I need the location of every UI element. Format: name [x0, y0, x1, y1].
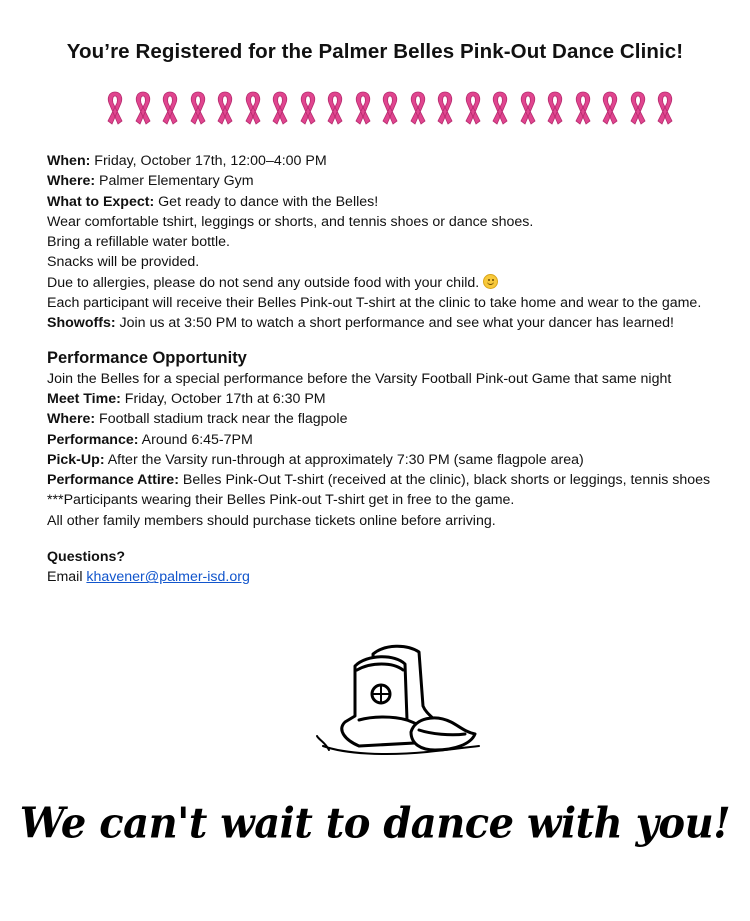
pink-ribbon-icon — [214, 90, 236, 132]
pink-ribbon-icon — [132, 90, 154, 132]
performance-heading: Performance Opportunity — [47, 348, 247, 367]
performance-time-line: Performance: Around 6:45-7PM — [47, 431, 253, 448]
expect-line: What to Expect: Get ready to dance with the Belles! — [47, 193, 379, 210]
questions-heading: Questions? — [47, 549, 126, 566]
pink-ribbon-icon — [242, 90, 264, 132]
pink-ribbon-icon — [297, 90, 319, 132]
pink-ribbon-icon — [599, 90, 621, 132]
pink-ribbon-icon — [104, 90, 126, 132]
pink-ribbon-icon — [544, 90, 566, 132]
showoffs-line: Showoffs: Join us at 3:50 PM to watch a short performance and see what your dancer has learned! — [47, 315, 674, 332]
performance-where-line: Where: Football stadium track near the flagpole — [47, 411, 348, 428]
pink-ribbon-icon — [517, 90, 539, 132]
document-body — [47, 151, 737, 588]
wear-line: Wear comfortable tshirt, leggings or shorts, and tennis shoes or dance shoes. — [47, 213, 534, 230]
pink-ribbon-icon — [269, 90, 291, 132]
pink-ribbon-icon — [654, 90, 676, 132]
pink-ribbon-icon — [434, 90, 456, 132]
when-line: When: Friday, October 17th, 12:00–4:00 PM — [47, 153, 327, 169]
where-line: Where: Palmer Elementary Gym — [47, 173, 254, 190]
page-title: You’re Registered for the Palmer Belles Pink-Out Dance Clinic! — [66, 40, 684, 63]
ribbon-banner — [104, 90, 676, 132]
pickup-line: Pick-Up: After the Varsity run-through at approximately 7:30 PM (same flagpole area) — [47, 451, 584, 468]
pink-ribbon-icon — [407, 90, 429, 132]
family-tickets-line: All other family members should purchase tickets online before arriving. — [47, 512, 496, 529]
dance-boots-and-hat-icon — [315, 636, 483, 766]
pink-ribbon-icon — [187, 90, 209, 132]
smiley-icon — [483, 274, 498, 289]
email-link[interactable]: khavener@palmer-isd.org — [86, 569, 250, 586]
pink-ribbon-icon — [324, 90, 346, 132]
tshirt-line: Each participant will receive their Belles Pink-out T-shirt at the clinic to take home and wear to the game. — [47, 295, 702, 312]
snacks-line: Snacks will be provided. — [47, 254, 200, 271]
performance-intro: Join the Belles for a special performance before the Varsity Football Pink-out Game that same night — [47, 370, 672, 387]
pink-ribbon-icon — [352, 90, 374, 132]
email-line: Email khavener@palmer-isd.org — [47, 569, 250, 586]
pink-ribbon-icon — [159, 90, 181, 132]
water-line: Bring a refillable water bottle. — [47, 234, 230, 251]
allergies-line: Due to allergies, please do not send any outside food with your child. — [47, 273, 737, 293]
pink-ribbon-icon — [572, 90, 594, 132]
pink-ribbon-icon — [462, 90, 484, 132]
meet-time-line: Meet Time: Friday, October 17th at 6:30 PM — [47, 390, 326, 407]
pink-ribbon-icon — [379, 90, 401, 132]
pink-ribbon-icon — [627, 90, 649, 132]
attire-line: Performance Attire: Belles Pink-Out T-shirt (received at the clinic), black shorts or leggings, tennis shoes ***Participants wearing their Belles Pink-out T-shirt get in free to the game. — [47, 472, 711, 509]
closing-message: We can't wait to dance with you! — [19, 798, 731, 849]
pink-ribbon-icon — [489, 90, 511, 132]
